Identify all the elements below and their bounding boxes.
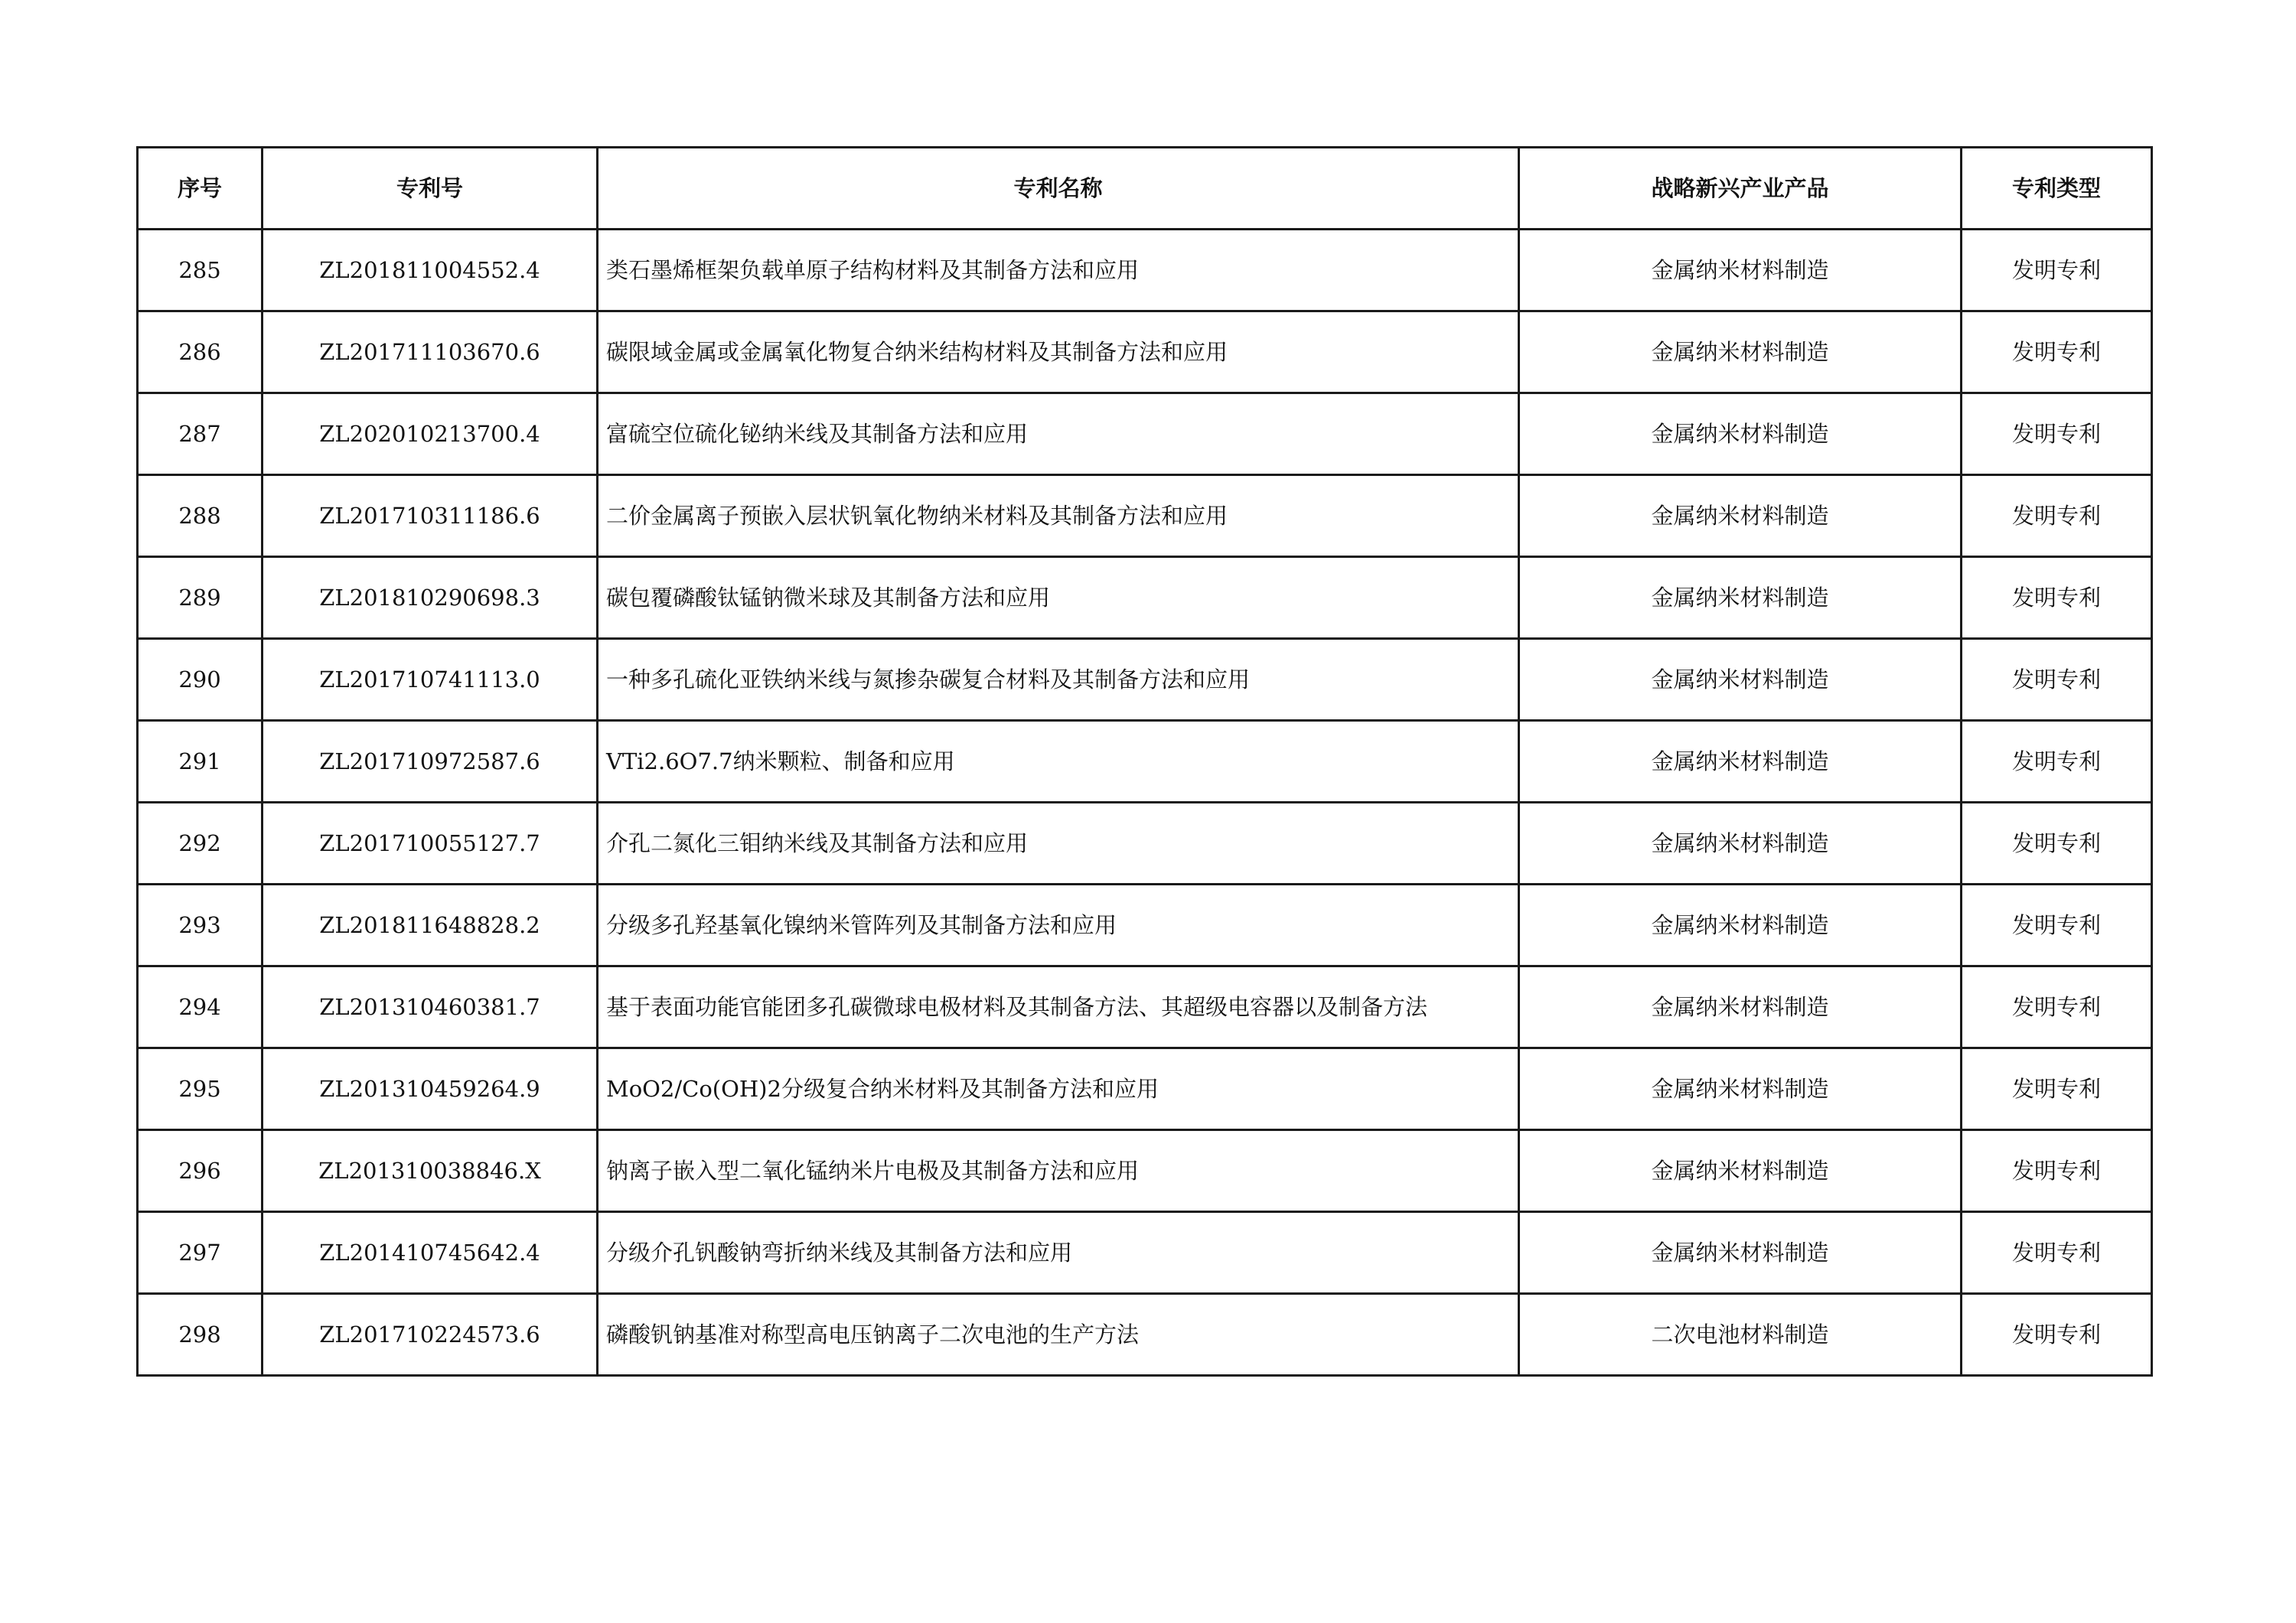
cell-patent-no: ZL202010213700.4 xyxy=(263,393,598,475)
cell-patent-type: 发明专利 xyxy=(1962,1130,2152,1212)
cell-patent-no: ZL201710972587.6 xyxy=(263,721,598,803)
cell-patent-type: 发明专利 xyxy=(1962,803,2152,885)
cell-patent-no: ZL201310459264.9 xyxy=(263,1048,598,1130)
cell-patent-type: 发明专利 xyxy=(1962,393,2152,475)
header-patent-name: 专利名称 xyxy=(598,148,1519,230)
cell-patent-no: ZL201710224573.6 xyxy=(263,1294,598,1376)
header-seq: 序号 xyxy=(138,148,263,230)
cell-seq: 294 xyxy=(138,966,263,1048)
table-row xyxy=(138,1048,2152,1130)
table-row xyxy=(138,803,2152,885)
cell-patent-no: ZL201711103670.6 xyxy=(263,311,598,393)
cell-industry-product: 金属纳米材料制造 xyxy=(1519,803,1962,885)
cell-patent-no: ZL201811004552.4 xyxy=(263,230,598,311)
cell-patent-type: 发明专利 xyxy=(1962,230,2152,311)
cell-seq: 290 xyxy=(138,639,263,721)
cell-patent-name: 碳限域金属或金属氧化物复合纳米结构材料及其制备方法和应用 xyxy=(598,311,1519,393)
cell-patent-type: 发明专利 xyxy=(1962,1048,2152,1130)
cell-patent-name: 类石墨烯框架负载单原子结构材料及其制备方法和应用 xyxy=(598,230,1519,311)
cell-patent-name: 钠离子嵌入型二氧化锰纳米片电极及其制备方法和应用 xyxy=(598,1130,1519,1212)
cell-patent-name: 碳包覆磷酸钛锰钠微米球及其制备方法和应用 xyxy=(598,557,1519,639)
cell-seq: 296 xyxy=(138,1130,263,1212)
table-row xyxy=(138,557,2152,639)
header-patent-no: 专利号 xyxy=(263,148,598,230)
cell-industry-product: 金属纳米材料制造 xyxy=(1519,1130,1962,1212)
patent-table xyxy=(136,146,2153,1377)
cell-seq: 286 xyxy=(138,311,263,393)
cell-patent-type: 发明专利 xyxy=(1962,557,2152,639)
cell-patent-name: 分级介孔钒酸钠弯折纳米线及其制备方法和应用 xyxy=(598,1212,1519,1294)
cell-patent-type: 发明专利 xyxy=(1962,311,2152,393)
header-industry-product: 战略新兴产业产品 xyxy=(1519,148,1962,230)
cell-patent-name: 基于表面功能官能团多孔碳微球电极材料及其制备方法、其超级电容器以及制备方法 xyxy=(598,966,1519,1048)
cell-industry-product: 金属纳米材料制造 xyxy=(1519,639,1962,721)
table-row xyxy=(138,885,2152,966)
cell-industry-product: 金属纳米材料制造 xyxy=(1519,1048,1962,1130)
table-body xyxy=(138,230,2152,1376)
cell-patent-name: 二价金属离子预嵌入层状钒氧化物纳米材料及其制备方法和应用 xyxy=(598,475,1519,557)
cell-industry-product: 二次电池材料制造 xyxy=(1519,1294,1962,1376)
cell-patent-name: 分级多孔羟基氧化镍纳米管阵列及其制备方法和应用 xyxy=(598,885,1519,966)
cell-seq: 293 xyxy=(138,885,263,966)
cell-seq: 287 xyxy=(138,393,263,475)
cell-seq: 297 xyxy=(138,1212,263,1294)
cell-patent-no: ZL201410745642.4 xyxy=(263,1212,598,1294)
table-header-row xyxy=(138,148,2152,230)
cell-industry-product: 金属纳米材料制造 xyxy=(1519,393,1962,475)
cell-patent-name: VTi2.6O7.7纳米颗粒、制备和应用 xyxy=(598,721,1519,803)
cell-industry-product: 金属纳米材料制造 xyxy=(1519,557,1962,639)
cell-seq: 289 xyxy=(138,557,263,639)
cell-patent-type: 发明专利 xyxy=(1962,966,2152,1048)
cell-patent-type: 发明专利 xyxy=(1962,1212,2152,1294)
cell-seq: 288 xyxy=(138,475,263,557)
cell-industry-product: 金属纳米材料制造 xyxy=(1519,311,1962,393)
header-patent-type: 专利类型 xyxy=(1962,148,2152,230)
cell-patent-type: 发明专利 xyxy=(1962,639,2152,721)
cell-patent-no: ZL201811648828.2 xyxy=(263,885,598,966)
cell-seq: 291 xyxy=(138,721,263,803)
cell-patent-type: 发明专利 xyxy=(1962,1294,2152,1376)
cell-patent-no: ZL201710055127.7 xyxy=(263,803,598,885)
table-row xyxy=(138,230,2152,311)
cell-patent-name: 一种多孔硫化亚铁纳米线与氮掺杂碳复合材料及其制备方法和应用 xyxy=(598,639,1519,721)
cell-seq: 285 xyxy=(138,230,263,311)
table-row xyxy=(138,1212,2152,1294)
cell-patent-name: MoO2/Co(OH)2分级复合纳米材料及其制备方法和应用 xyxy=(598,1048,1519,1130)
cell-patent-no: ZL201310460381.7 xyxy=(263,966,598,1048)
cell-seq: 298 xyxy=(138,1294,263,1376)
cell-industry-product: 金属纳米材料制造 xyxy=(1519,721,1962,803)
cell-patent-type: 发明专利 xyxy=(1962,475,2152,557)
cell-patent-name: 磷酸钒钠基准对称型高电压钠离子二次电池的生产方法 xyxy=(598,1294,1519,1376)
cell-patent-no: ZL201310038846.X xyxy=(263,1130,598,1212)
cell-seq: 295 xyxy=(138,1048,263,1130)
cell-industry-product: 金属纳米材料制造 xyxy=(1519,1212,1962,1294)
cell-industry-product: 金属纳米材料制造 xyxy=(1519,475,1962,557)
table-row xyxy=(138,721,2152,803)
cell-patent-no: ZL201710311186.6 xyxy=(263,475,598,557)
cell-patent-name: 介孔二氮化三钼纳米线及其制备方法和应用 xyxy=(598,803,1519,885)
cell-patent-type: 发明专利 xyxy=(1962,721,2152,803)
cell-patent-type: 发明专利 xyxy=(1962,885,2152,966)
cell-industry-product: 金属纳米材料制造 xyxy=(1519,230,1962,311)
cell-industry-product: 金属纳米材料制造 xyxy=(1519,966,1962,1048)
table-row xyxy=(138,311,2152,393)
table-row xyxy=(138,393,2152,475)
cell-patent-name: 富硫空位硫化铋纳米线及其制备方法和应用 xyxy=(598,393,1519,475)
cell-patent-no: ZL201810290698.3 xyxy=(263,557,598,639)
table-row xyxy=(138,639,2152,721)
cell-industry-product: 金属纳米材料制造 xyxy=(1519,885,1962,966)
cell-patent-no: ZL201710741113.0 xyxy=(263,639,598,721)
table-row xyxy=(138,1130,2152,1212)
cell-seq: 292 xyxy=(138,803,263,885)
table-row xyxy=(138,1294,2152,1376)
table-row xyxy=(138,475,2152,557)
table-row xyxy=(138,966,2152,1048)
